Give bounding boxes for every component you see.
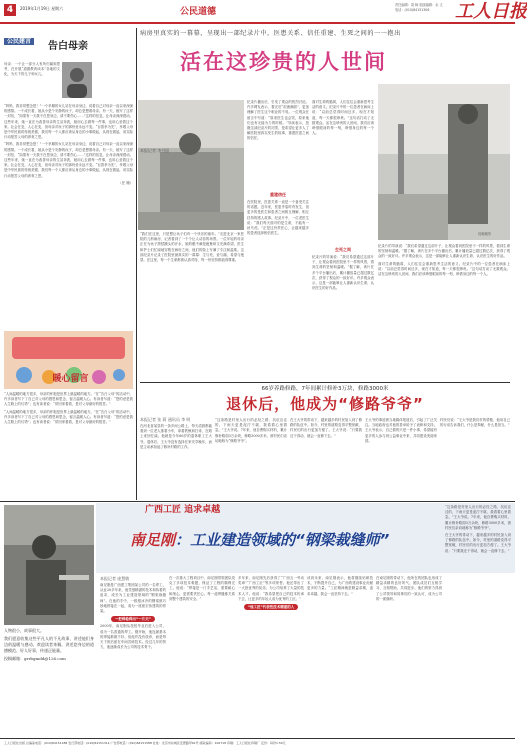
masthead-logo: 工人日报 — [455, 1, 527, 22]
left-intro: 母亲：一个让一部分人有所归属和思考，在开展“道德教育读本”各地的文化，为天下的儿子和女儿。 — [4, 62, 60, 77]
editor-line: 责任编辑：周 畅 组版编辑：余 文 — [395, 3, 443, 7]
warm-message-text-2: “人间温暖的地方很多，母亲的怀抱是世界上最温暖的地方。”在“告白父母”的活动中，许多读者写下了自己对父母的感恩和思念，留言温暖人心。有读者写道：“您的爱是我人生路上的灯塔”；也有读者说：“常回家看看，是对父母最好的报答。” — [4, 409, 133, 425]
page-number: 4 — [4, 4, 16, 16]
headline-rest: ：工业建造领域的“钢梁裁缝师” — [175, 531, 390, 549]
left-article-title: 告白母亲 — [48, 41, 88, 52]
section-rule — [140, 382, 510, 383]
photo-caption: 视频截图 — [478, 232, 491, 236]
bottom-col3 — [238, 576, 304, 734]
main-kicker: 病房里真实的一幕幕，呈现出一部纪录片中，医患关系、信任重建、生死之间的一一抱出 — [140, 30, 401, 37]
main-subhead-2: 生死之间 — [335, 247, 351, 252]
second-col5: 村民们说：“王大爷是我们村的骄傲，他用自己的行动告诉我们，什么是奉献，什么是担当。” — [440, 418, 510, 428]
bottom-col1-text: 南足刚是广西建工集团某公司的一名焊工，从业20多年来，他凭借精湛的技术和执着的追求，成长为工业建造领域的“钢梁裁缝师”。在他的手中，一根根冰冷的钢梁被巧妙地拼接在一起，成为一座座宏伟建筑的骨架。 — [100, 583, 166, 614]
column-divider — [136, 28, 137, 500]
note-line-3: 投稿邮箱：grrbgmdd@126.com — [4, 656, 66, 661]
bottom-col3-text: 多年来，南足刚先后获得了“广西五一劳动奖章”“广西工匠”等多项荣誉。他还带出了一大批优秀的徒弟，为公司培养了大量的技术人才。他说：“我希望把自己的技术传承下去，让更多的年轻人成为优秀的工匠。” — [238, 576, 304, 601]
second-col4: 王大爷的事迹被当地媒体报道后，引起了广泛关注。当地政府也对他的善举给予了表彰和支持。王大爷表示，自己做的只是一件小事，希望能有更多的人参与到公益事业中来，共同建设美丽家园。 — [365, 418, 437, 443]
page-footer: 工人日报社出版 总编室电话：(010)84151188 发行部电话：(010)84151314 广告部电话：(010)84151588 社址：北京市东城区安德路甲61号 邮政编码：100718 印刷：工人日报社印刷厂 定价：每份1.50元 — [0, 738, 515, 749]
warm-message-body — [4, 392, 133, 500]
main-headline: 活在这珍贵的人世间 — [180, 50, 387, 74]
warm-message-text: “人间温暖的地方很多，母亲的怀抱是世界上最温暖的地方。”在“告白父母”的活动中，许多读者写下了自己对父母的感恩和思念，留言温暖人心。有读者写道：“您的爱是我人生路上的灯塔”；也有读者说：“常回家看看，是对父母最好的报答。” — [4, 392, 133, 407]
author-photo — [62, 62, 92, 98]
second-headline: 退休后，他成为“修路爷爷” — [226, 395, 424, 413]
note-line-1: 人物很小，故事很大。 — [4, 628, 44, 633]
pill-1: 一把焊枪焊出“一片天” — [111, 616, 155, 622]
left-byline: （任 姗） — [118, 180, 133, 185]
gx-tag: 广西工匠 追求卓越 — [145, 505, 221, 515]
editor-phone: 电话：(010)84151306 — [395, 8, 430, 12]
bottom-col1 — [100, 583, 166, 733]
main-subhead-1: 重建信任 — [270, 192, 286, 197]
main-byline: 本报记者 李丹阳 — [140, 148, 170, 153]
second-col2: “这条路是村里人出行的必经之路，坑坑洼洼的，下雨天更是泥泞不堪，我看着心里着急。”王大爷说。7年来，他自费购买材料，累计修补路面3万余块，修路3000多米，被村民们亲切地称为“修路爷爷”。 — [215, 418, 287, 443]
left-body — [4, 104, 133, 329]
second-kicker: 66岁养路修路，7年间累计修补3万块，修路3000米 — [261, 386, 389, 392]
welder-photo — [4, 505, 94, 625]
header-rule — [0, 22, 515, 24]
bottom-rule — [0, 501, 515, 502]
main-col5: 纪录片的导演说：“我们希望通过这部片子，让观众看到医院里不一样的风景，看到生命的坚韧和温暖。”据了解，该片在多个平台播出后，累计播放量已超过数亿次，获得了观众的一致好评。许多观众表示，这是一部能够让人重新认识生命、认识医生的好作品。 — [312, 255, 374, 291]
second-byline: 本报记者 张 莉 通讯员 李 明 — [140, 417, 191, 422]
bottom-col4: 谈到未来，南足刚表示，他将继续钻研技术，不断提升自己，为广西的建设事业贡献更多的力量。“工匠精神就是精益求精，追求卓越。我会一直坚持下去。” — [307, 576, 373, 596]
note-line-2: 我们愿意收集这些平凡人的不凡故事，讲述他们身边的温暖与感动。欢迎读者来稿，讲述您身边的道德模范、好人好事，传递正能量。 — [4, 636, 94, 653]
bottom-col6 — [445, 505, 511, 734]
hospital-photo — [138, 100, 244, 230]
second-col1: 在河北省某县的一条乡间公路上，每天清晨都能看到一位老人推着小车，拿着铁锹和扫帚，在路上来回忙碌。他就是今年66岁的退休职工王大爷。退休后，王大爷没有选择在家安享晚年，而是主动承担起了修补村路的工作。 — [140, 424, 212, 449]
bottom-col1-text-2: 2000年，南足刚从技校毕业后进入公司，成为一名普通的焊工。刚开始，他连最基本的焊接都做不好。但他并没有放弃，而是每天下班后留在车间苦练技术。经过几年的努力，他逐渐成长为公司的技术骨干。 — [100, 624, 166, 650]
second-col3: 在王大爷的带动下，越来越多的村民加入到了修路的队伍中。如今，村里的道路变得平整宽敞，村民们的出行更加方便了。王大爷说：“只要我还干得动，就会一直修下去。” — [290, 418, 362, 438]
bottom-col5: 在南足刚的带动下，他所在的团队也形成了精益求精的良好风气。团队成员们互相学习、互相帮助，共同进步。他们的努力得到了公司领导和同事们的一致认可，成为公司的一面旗帜。 — [376, 576, 442, 601]
bottom-left-note — [4, 628, 94, 734]
left-body-text-2: “妈妈，我非常想念您！”一个孝顺的女儿站在母亲身边，说着自己对母亲一直以来深深的感情。一个成长着，她从小是个安静的孩子，却总是想着母亲。有一天，她写了这样一封信，“如果有一天我不在您身边，请不要伤心……”这样的信息，让母亲深深感动。这些年来，她一直在为改善母亲的生活奔波，她用心去做每一件事，也用心爱着这个家。社会在变，人心在变，但母亲对孩子的那份爱永远不变。“百善孝为先”，孝敬父母是中华民族的传统美德，我们每一个人都应该从身边的小事做起，从现在做起，用实际行动报答父母的养育之恩。 — [4, 142, 133, 178]
main-col6 — [378, 244, 510, 380]
bottom-col6-text: “这条路是村里人出行的必经之路，坑坑洼洼的，下雨天更是泥泞不堪，我看着心里着急。”王大爷说。7年来，他自费购买材料，累计修补路面3万余块，修路3000多米，被村民们亲切地称为“修路爷爷”。 — [445, 505, 511, 530]
pill-2: “他工匠”代表性技术精湛的人 — [244, 604, 299, 610]
section-title: 公民道德 — [180, 7, 217, 17]
warm-message-title: 暖心留言 — [52, 374, 89, 384]
main-col6-text-2: 面对生命的脆弱，人们往往会重新思考生活的意义。纪录片中的一位患者在病床上说：“以前总觉得时间还多，现在才知道，每一天都很珍贵。”这句话打动了无数观众。活在这珍贵的人世间，我们应该珍惜眼前的每一刻，珍惜身边的每一个人。 — [378, 261, 510, 277]
bottom-col6-text-2: 在王大爷的带动下，越来越多的村民加入到了修路的队伍中。如今，村里的道路变得平整宽敞，村民们的出行更加方便了。王大爷说：“只要我还干得动，就会一直修下去。” — [445, 533, 511, 553]
left-body-text: “妈妈，我非常想念您！”一个孝顺的女儿站在母亲身边，说着自己对母亲一直以来深深的感情。一个成长着，她从小是个安静的孩子，却总是想着母亲。有一天，她写了这样一封信，“如果有一天我不在您身边，请不要伤心……”这样的信息，让母亲深深感动。这些年来，她一直在为改善母亲的生活奔波，她用心去做每一件事，也用心爱着这个家。社会在变，人心在变，但母亲对孩子的那份爱永远不变。“百善孝为先”，孝敬父母是中华民族的传统美德，我们每一个人都应该从身边的小事做起，从现在做起，用实际行动报答父母的养育之恩。 — [4, 104, 133, 140]
main-col1: “我们在这里，只是想让孩子们有一个快乐的童年。”走进北京一家医院的儿科病房，记者看到了一个个让人动容的场景。一位年轻的母亲正在为孩子擦拭额头的汗水，她的眼中满是疲惫却又充满希望。医生和护士们忙碌地穿梭在病房之间，他们的脸上写满了专注和温柔。这部纪录片记录了医院里最真实的一幕幕：生与死、爱与痛、希望与绝望。在这里，每一个生命都被认真对待，每一份坚持都值得尊重。 — [140, 232, 244, 263]
main-col2: 纪录片播出后，引发了观众的热烈讨论。许多网友表示，看完后“泪流满面”，更加理解了医生这个职业的不易。一位观众在留言中写道：“原来医生也会哭，原来他们也有无能为力的时候。”导演表示，拍摄这部纪录片的初衷，是希望让更多人了解医院里真实发生的故事，重建医患之间的信任。 — [247, 100, 309, 141]
main-col3: 在医院里，医患关系一直是一个备受关注的话题。近年来，医患矛盾时有发生，但更多的是医生和患者之间相互理解、相互扶持的感人故事。纪录片中，一位老医生说：“我们每天面对的是生命，不能有一丝马虎。”正是这份责任心，让越来越多的患者选择相信医生。 — [247, 200, 309, 236]
bottom-col2: 在一次重大工程项目中，南足刚带领团队攻克了多项技术难题，保证了工程的顺利完工。他说：“焊接是一门手艺活，需要耐心和细心，更需要责任心。每一道焊缝都关系到整个建筑的安全。” — [169, 576, 235, 601]
column-tag: 公民建言 — [4, 38, 34, 45]
date-line: 2019年1月19日 星期六 — [20, 6, 64, 11]
page-header — [0, 0, 527, 24]
patient-photo — [378, 84, 510, 240]
worker-name: 南足刚 — [130, 531, 176, 549]
main-col4: 面对生命的脆弱，人们往往会重新思考生活的意义。纪录片中的一位患者在病床上说：“以前总觉得时间还多，现在才知道，每一天都很珍贵。”这句话打动了无数观众。活在这珍贵的人世间，我们应该珍惜眼前的每一刻，珍惜身边的每一个人。 — [312, 100, 374, 136]
main-col6-text: 纪录片的导演说：“我们希望通过这部片子，让观众看到医院里不一样的风景，看到生命的坚韧和温暖。”据了解，该片在多个平台播出后，累计播放量已超过数亿次，获得了观众的一致好评。许多观众表示，这是一部能够让人重新认识生命、认识医生的好作品。 — [378, 244, 510, 259]
bottom-byline: 本报记者 庞慧敏 — [100, 576, 130, 581]
